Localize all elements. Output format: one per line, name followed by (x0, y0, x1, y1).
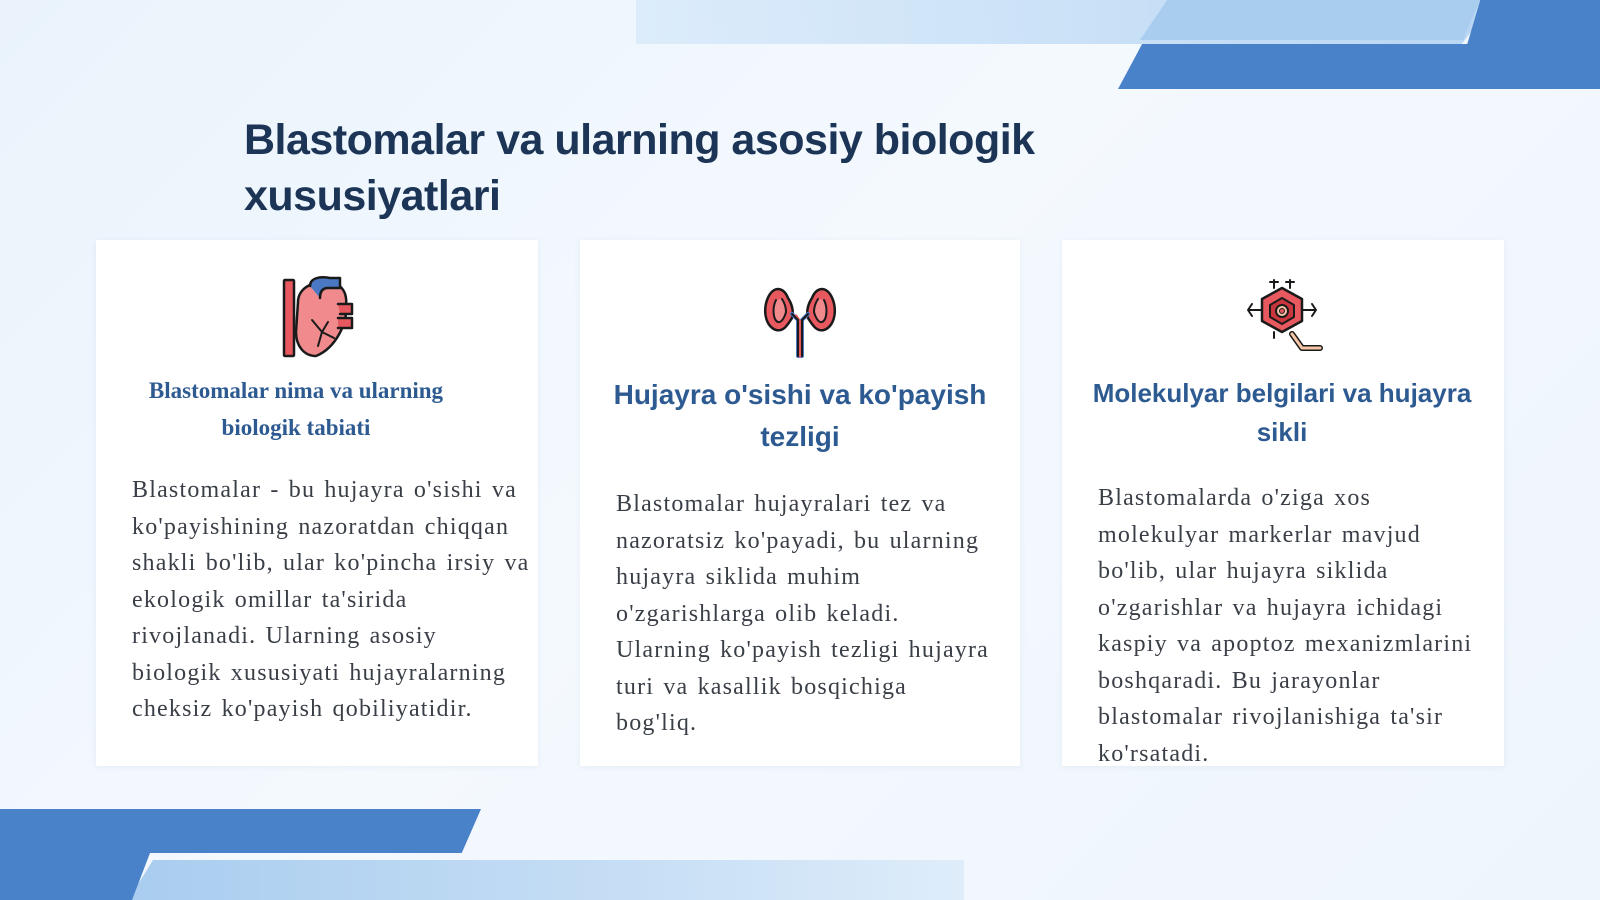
molecule-cell-icon (1240, 276, 1324, 360)
card-heading: Blastomalar nima va ularning biologik tabiati (148, 378, 444, 440)
decor-band-bottom-dark (0, 809, 481, 853)
card-heading: Molekulyar belgilari va hujayra sikli (1092, 378, 1472, 447)
card-text: Blastomalar hujayralari tez va nazoratsiz ko'payadi, bu ularning hujayra siklida muhim o'zgarishlarga olib keladi. Ularning ko'payish tezligi hujayra turi va kasallik bosqichiga bog'liq. (616, 491, 990, 736)
decor-band-bottom-light (128, 860, 964, 900)
feature-card-1 (96, 240, 538, 766)
slide-title: Blastomalar va ularning asosiy biologik xususiyatlari (244, 116, 1035, 220)
kidneys-icon (758, 276, 842, 360)
decor-band-top-light-accent (1140, 0, 1480, 40)
card-text: Blastomalar - bu hujayra o'sishi va ko'payishining nazoratdan chiqqan shakli bo'lib, ular ko'pincha irsiy va ekologik omillar ta'sirida rivojlanadi. Ularning asosiy biologik xususiyati hujayralarning cheksiz ko'payish qobiliyatidir. (132, 477, 530, 722)
feature-card-2 (580, 240, 1020, 766)
feature-card-3 (1062, 240, 1504, 766)
card-heading: Hujayra o'sishi va ko'payish tezligi (613, 379, 987, 452)
card-text: Blastomalarda o'ziga xos molekulyar markerlar mavjud bo'lib, ular hujayra siklida o'zgarishlar va hujayra ichidagi kaspiy va apoptoz mexanizmlarini boshqaradi. Bu jarayonlar blastomalar rivojlanishiga ta'sir ko'rsatadi. (1098, 485, 1473, 767)
heart-icon (276, 276, 360, 360)
decor-band-bottom-corner (0, 853, 150, 900)
